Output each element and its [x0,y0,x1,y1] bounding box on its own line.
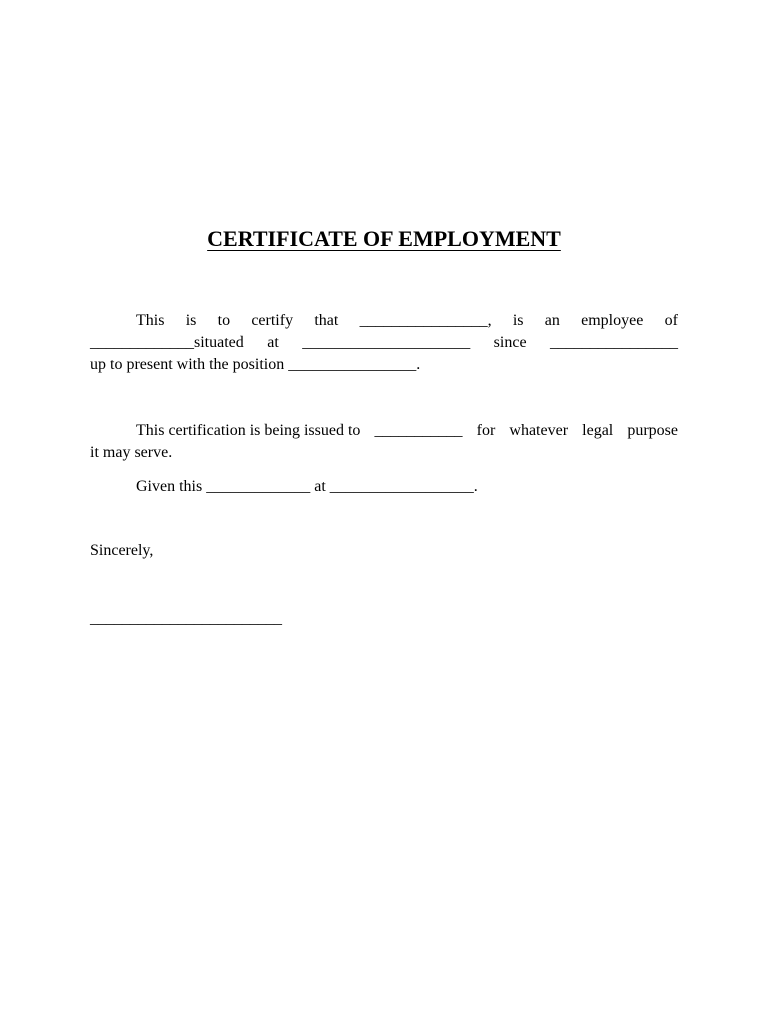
word: employee [581,312,644,329]
word: that [314,312,339,329]
word: This [136,312,165,329]
word: is [512,312,524,329]
word: for [476,422,496,439]
paragraph-1-line-3: up to present with the position ________________. [90,356,421,373]
address-blank: _____________________ [302,334,471,351]
signature-line: ________________________ [90,610,282,627]
document-title: CERTIFICATE OF EMPLOYMENT [207,226,561,251]
paragraph-2-line-2: it may serve. [90,444,173,461]
word: certify [251,312,294,329]
given-line: Given this _____________ at __________________. [136,478,478,495]
word: to [217,312,231,329]
start-date-blank: ________________ [550,334,678,351]
paragraph-2-line-1 [136,420,678,442]
word: purpose [627,422,678,439]
paragraph-1-line-1 [136,310,678,332]
word: since [493,334,527,351]
recipient-blank: ___________ [374,422,463,439]
word: legal [582,422,614,439]
employee-name-blank: ________________, [359,312,492,329]
paragraph-1-line-2 [90,332,678,354]
word: of [664,312,678,329]
company-blank: _____________situated [90,334,244,351]
text-run: This certification is being issued to [136,422,361,439]
closing-salutation: Sincerely, [90,542,154,559]
word: whatever [509,422,569,439]
word: at [267,334,279,351]
word: an [544,312,560,329]
word: is [185,312,197,329]
